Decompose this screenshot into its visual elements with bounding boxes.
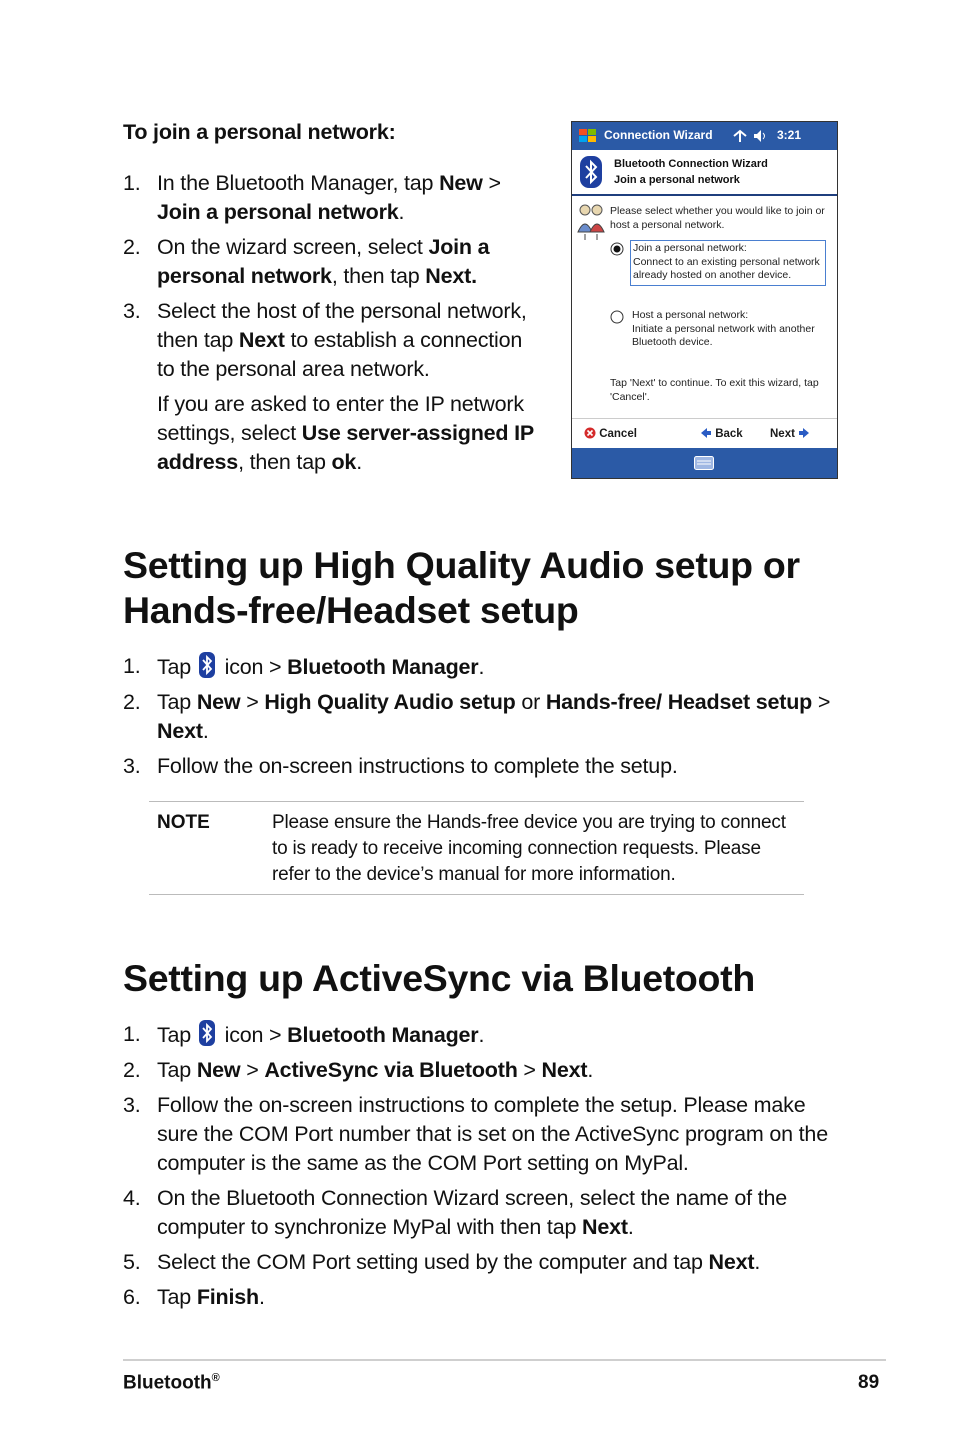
text-run: > xyxy=(240,1058,265,1082)
bold-text: ok xyxy=(331,450,357,474)
wizard-prompt: Please select whether you would like to join or host a personal network. xyxy=(610,205,825,231)
option-join[interactable] xyxy=(610,242,825,304)
bold-text: High Quality Audio setup xyxy=(264,690,516,714)
next-button[interactable] xyxy=(770,427,810,440)
bold-text: Hands-free/ Headset setup xyxy=(545,690,813,714)
text-run: . xyxy=(754,1250,761,1274)
wizard-clock: 3:21 xyxy=(777,128,802,142)
footer-section-label: Bluetooth xyxy=(123,1372,212,1394)
bold-text: Next. xyxy=(425,264,477,288)
bold-text: Use server-assigned IP address xyxy=(157,421,534,474)
windows-start-icon xyxy=(578,127,598,145)
step-item xyxy=(123,752,843,781)
footer-section xyxy=(123,1372,220,1394)
footer-rule xyxy=(123,1359,886,1361)
text-run: > xyxy=(240,690,265,714)
back-arrow-icon xyxy=(700,427,712,439)
back-label: Back xyxy=(715,428,743,440)
cancel-button[interactable] xyxy=(584,427,637,440)
bluetooth-icon xyxy=(199,652,215,678)
radio-selected-icon[interactable] xyxy=(610,242,624,256)
text-run: icon > xyxy=(218,1023,288,1047)
text-run: , then tap xyxy=(331,264,426,288)
text-run: , then tap xyxy=(238,450,332,474)
section1-steps xyxy=(123,652,843,787)
text-run: > xyxy=(812,690,831,714)
bold-text: Next xyxy=(708,1250,755,1274)
step-number: 1. xyxy=(123,1022,141,1046)
wizard-header-line2: Join a personal network xyxy=(614,174,740,186)
text-run: to establish a connection to the personal area network. xyxy=(157,328,523,381)
step-number: 2. xyxy=(123,235,141,259)
text-run: . xyxy=(398,200,405,224)
wizard-header-line1: Bluetooth Connection Wizard xyxy=(614,158,768,170)
network-people-icon xyxy=(576,202,606,242)
cancel-label: Cancel xyxy=(599,428,637,440)
bold-text: Next xyxy=(238,328,285,352)
step-number: 5. xyxy=(123,1250,141,1274)
text-run: Select the COM Port setting used by the computer and tap xyxy=(157,1250,709,1274)
text-run: icon > xyxy=(218,655,288,679)
cancel-x-icon xyxy=(584,427,596,439)
step-item xyxy=(123,1091,843,1178)
intro-steps xyxy=(123,169,543,384)
step-item xyxy=(123,169,543,227)
text-run: Tap xyxy=(157,1285,197,1309)
step-item xyxy=(123,688,843,746)
step-number: 4. xyxy=(123,1186,141,1210)
option-host[interactable] xyxy=(610,310,825,358)
section2-heading: Setting up ActiveSync via Bluetooth xyxy=(123,957,755,999)
bluetooth-logo-icon xyxy=(580,156,602,188)
text-run: > xyxy=(482,171,501,195)
step-item xyxy=(123,1056,843,1085)
bold-text: Next xyxy=(582,1215,628,1239)
wizard-header xyxy=(572,150,837,196)
bold-text: Next xyxy=(541,1058,588,1082)
step-item xyxy=(123,1020,843,1050)
text-run: Follow the on-screen instructions to complete the setup. Please make sure the COM Port number that is set on the ActiveSync program on the computer is the same as the COM Port setting on MyPal. xyxy=(157,1093,828,1175)
text-run: Tap xyxy=(157,1058,197,1082)
step-number: 2. xyxy=(123,690,141,714)
step-number: 6. xyxy=(123,1285,141,1309)
text-run: Tap xyxy=(157,1023,197,1047)
step-item xyxy=(123,233,543,291)
text-run: Follow the on-screen instructions to complete the setup. xyxy=(157,754,678,778)
next-label: Next xyxy=(770,428,795,440)
wizard-screenshot xyxy=(571,121,838,479)
step-item xyxy=(123,652,843,682)
bluetooth-icon xyxy=(199,1020,215,1046)
bold-text: Bluetooth Manager xyxy=(287,1023,479,1047)
bold-text: Join a personal network xyxy=(157,200,399,224)
option-join-desc: Connect to an existing personal network already hosted on another device. xyxy=(633,255,820,281)
text-run: . xyxy=(478,1023,485,1047)
step-number: 3. xyxy=(123,299,141,323)
text-run: . xyxy=(202,719,209,743)
back-button[interactable] xyxy=(700,427,743,440)
step-item xyxy=(123,1248,843,1277)
text-run: Tap xyxy=(157,690,197,714)
step-number: 1. xyxy=(123,654,141,678)
option-host-desc: Initiate a personal network with another Bluetooth device. xyxy=(632,322,815,348)
text-run: . xyxy=(356,450,362,474)
keyboard-icon[interactable] xyxy=(694,456,714,470)
bold-text: Join a personal network xyxy=(157,235,490,288)
text-run: On the Bluetooth Connection Wizard screen, select the name of the computer to synchronize MyPal with then tap xyxy=(157,1186,787,1239)
section1-heading: Setting up High Quality Audio setup or Hands-free/Headset setup xyxy=(123,544,800,631)
step-number: 3. xyxy=(123,754,141,778)
step-item xyxy=(123,297,543,384)
bold-text: New xyxy=(439,171,483,195)
text-run: If you are asked to enter the IP network settings, select xyxy=(157,392,524,445)
intro-title: To join a personal network: xyxy=(123,120,396,144)
radio-unselected-icon[interactable] xyxy=(610,310,624,324)
step-item xyxy=(123,1283,843,1312)
section2-steps xyxy=(123,1020,843,1318)
text-run: > xyxy=(517,1058,542,1082)
text-run: In the Bluetooth Manager, tap xyxy=(157,171,440,195)
step-item xyxy=(123,1184,843,1242)
note-box xyxy=(149,801,804,895)
step-number: 1. xyxy=(123,171,141,195)
option-join-title: Join a personal network: xyxy=(633,242,747,254)
text-run: Select the host of the personal network, then tap xyxy=(157,299,527,352)
text-run: On the wizard screen, select xyxy=(157,235,429,259)
bold-text: Bluetooth Manager xyxy=(287,655,479,679)
text-run: . xyxy=(258,1285,265,1309)
wizard-instructions: Tap 'Next' to continue. To exit this wizard, tap 'Cancel'. xyxy=(610,377,819,403)
connectivity-icon xyxy=(732,129,748,143)
step-number: 3. xyxy=(123,1093,141,1117)
text-run: . xyxy=(627,1215,634,1239)
text-run: . xyxy=(478,655,485,679)
wizard-command-bar xyxy=(572,418,837,449)
next-arrow-icon xyxy=(798,427,810,439)
option-host-title: Host a personal network: xyxy=(632,309,749,321)
volume-icon xyxy=(752,129,768,143)
wizard-titlebar xyxy=(572,122,837,150)
step-number: 2. xyxy=(123,1058,141,1082)
bold-text: Next xyxy=(157,719,203,743)
wizard-taskbar xyxy=(572,448,837,478)
page-number: 89 xyxy=(858,1372,880,1393)
registered-mark: ® xyxy=(211,1372,220,1384)
text-run: or xyxy=(515,690,546,714)
bold-text: New xyxy=(196,690,241,714)
bold-text: New xyxy=(196,1058,241,1082)
intro-note-paragraph xyxy=(123,390,543,477)
text-run: . xyxy=(587,1058,594,1082)
text-run: Tap xyxy=(157,655,197,679)
note-text: Please ensure the Hands-free device you are trying to connect to is ready to receive incoming connection requests. Please refer to the device’s manual for more information. xyxy=(272,812,786,885)
bold-text: ActiveSync via Bluetooth xyxy=(264,1058,518,1082)
wizard-title: Connection Wizard xyxy=(604,128,713,142)
note-label: NOTE xyxy=(157,812,210,833)
bold-text: Finish xyxy=(196,1285,259,1309)
intro-block xyxy=(123,118,543,477)
